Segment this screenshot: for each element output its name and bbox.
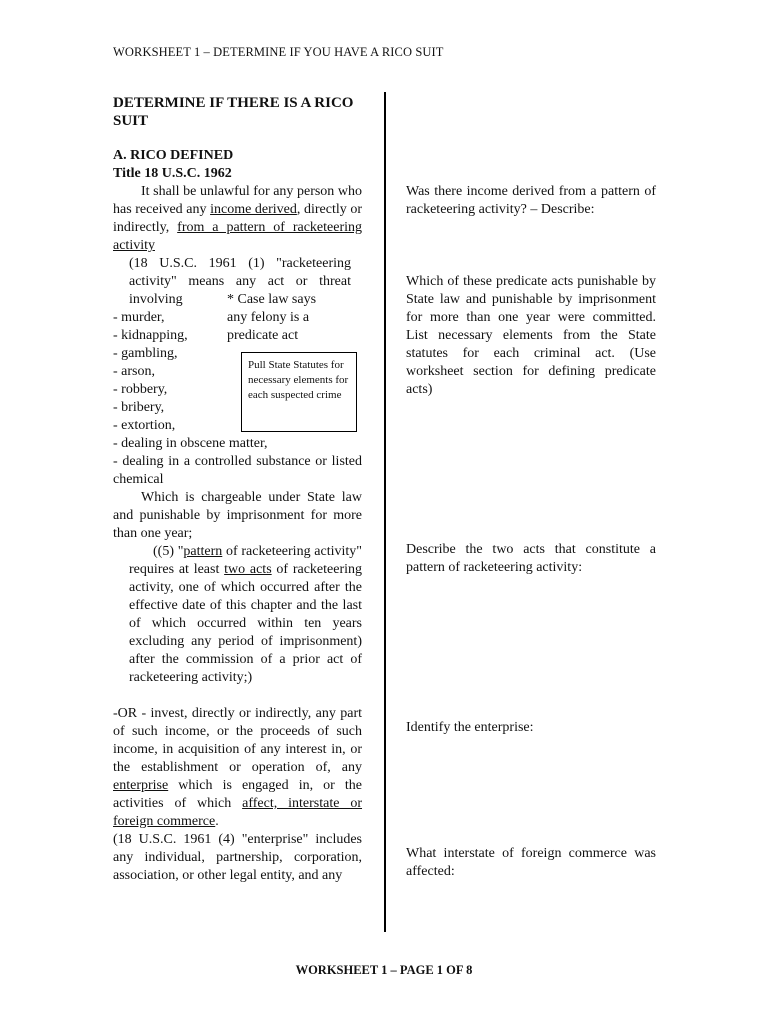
worksheet-heading: DETERMINE IF THERE IS A RICO SUIT — [113, 95, 354, 129]
crime-item: - dealing in a controlled substance or listed chemical — [113, 454, 362, 487]
case-law-note: * Case law says any felony is a predicate act — [227, 292, 317, 343]
chargeable-paragraph: Which is chargeable under State law and punishable by imprisonment for more than one year; — [113, 490, 362, 541]
pattern-underline: from a pattern of racketeering activity — [113, 220, 362, 253]
crime-item: - gambling, — [113, 346, 178, 361]
column-divider — [384, 92, 386, 932]
question-income: Was there income derived from a pattern of racketeering activity? – Describe: — [406, 184, 656, 217]
statute-title: Title 18 U.S.C. 1962 — [113, 166, 232, 181]
crime-item: - murder, — [113, 310, 165, 325]
section-a-heading: A. RICO DEFINED — [113, 148, 234, 163]
definition-block — [113, 255, 362, 345]
racketeering-definition: (18 U.S.C. 1961 (1) "racketeering activity" means any act or threat involving — [129, 256, 351, 307]
income-derived-underline: income derived — [210, 202, 297, 217]
crime-item: - arson, — [113, 364, 155, 379]
question-commerce: What interstate of foreign commerce was affected: — [406, 846, 656, 879]
state-statutes-callout: Pull State Statutes for necessary elements for each suspected crime — [241, 352, 357, 432]
page-footer: WORKSHEET 1 – PAGE 1 OF 8 — [295, 963, 473, 977]
question-enterprise: Identify the enterprise: — [406, 720, 534, 735]
crime-item: - dealing in obscene matter, — [113, 436, 268, 451]
or-invest-paragraph: -OR - invest, directly or indirectly, any part of such income, or the proceeds of such income, in acquisition of any interest in, or the establishment or operation of, any enterprise which is engaged in, or the activities of which affect, interstate or foreign commerce. — [113, 706, 363, 829]
crime-item: - bribery, — [113, 400, 165, 415]
question-two-acts: Describe the two acts that constitute a pattern of racketeering activity: — [406, 542, 656, 575]
crime-item: - kidnapping, — [113, 328, 188, 343]
crime-item: - robbery, — [113, 382, 168, 397]
crime-item: - extortion, — [113, 418, 176, 433]
page-header: WORKSHEET 1 – DETERMINE IF YOU HAVE A RICO SUIT — [113, 45, 444, 59]
question-predicate-acts: Which of these predicate acts punishable by State law and punishable by imprisonment for more than one year were committed. List necessary elements from the State statutes for each criminal act. (Use worksheet section for defining predicate acts) — [406, 274, 656, 397]
pattern-definition: ((5) "pattern of racketeering activity" requires at least two acts of racketeering activity, one of which occurred after the effective date of this chapter and the last of which occurred within ten years excluding any period of imprisonment) after the commission of a prior act of racketeering activity;) — [129, 544, 363, 685]
left-column — [113, 94, 362, 885]
rico-paragraph-1: It shall be unlawful for any person who has received any income derived, directly or indirectly, from a pattern of racketeering activity — [113, 184, 363, 253]
enterprise-definition: (18 U.S.C. 1961 (4) "enterprise" includes any individual, partnership, corporation, association, or other legal entity, and any — [113, 832, 362, 883]
